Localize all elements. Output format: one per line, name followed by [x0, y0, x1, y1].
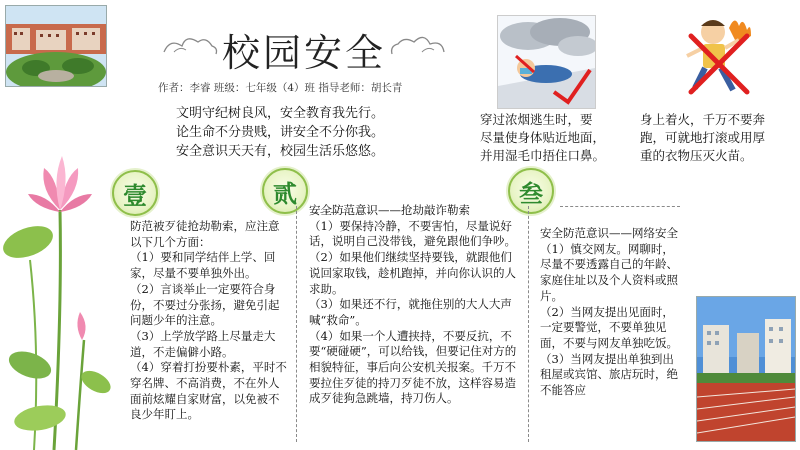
- list-item: （1）要和同学结伴上学、回家，尽量不要单独外出。: [130, 250, 276, 281]
- byline: 作者：李睿 班级：七年级（4）班 指导老师：胡长青: [158, 82, 403, 94]
- list-item: （2）如果他们继续坚持要钱，就跟他们说回家取钱，趁机跑掉，并向你认识的人求助。: [309, 250, 516, 296]
- cloud-ornament-right: [388, 30, 448, 60]
- list-item: （4）穿着打扮要朴素，平时不穿名牌、不高消费，不在外人面前炫耀自家财富，以免被不良少年盯上。: [130, 360, 287, 422]
- poem-line: 文明守纪树良风，安全教育我先行。: [176, 106, 385, 121]
- tip-line: 尽量使身体贴近地面，: [480, 130, 606, 145]
- list-item: （3）上学放学路上尽量走大道，不走偏僻小路。: [130, 328, 276, 359]
- column-divider: [528, 206, 529, 442]
- section-badge-two: 贰: [262, 168, 308, 214]
- page-title: 校园安全: [222, 31, 387, 75]
- tip-line: 穿过浓烟逃生时，要: [480, 112, 593, 127]
- campus-photo: [5, 5, 107, 87]
- list-item: （2）当网友提出见面时，一定要警觉，不要单独见面，不要与网友单独吃饭。: [540, 304, 678, 350]
- section-badge-three: 叁: [508, 168, 554, 214]
- section-three-content: [540, 226, 678, 399]
- section-one-content: [130, 219, 290, 423]
- list-item: （4）如果一个人遭挟持，不要反抗，不要“硬碰硬”，可以给钱，但要记住对方的相貌特征，事后向公安机关报案。千万不要拉住歹徒的持刀歹徒不放，这样容易造成歹徒狗急跳墙，持刀伤人。: [309, 328, 517, 406]
- tip-line: 重的衣物压灭火苗。: [640, 148, 753, 163]
- header-divider: [560, 206, 680, 207]
- smoke-escape-illustration: [497, 15, 596, 109]
- section-two-content: [309, 203, 523, 407]
- list-item: （1）慎交网友。网聊时，尽量不要透露自己的年龄、家庭住址以及个人资料或照片。: [540, 241, 678, 303]
- sports-track-photo: [696, 296, 796, 442]
- tip-line: 跑，可就地打滚或用厚: [640, 130, 766, 145]
- list-item: （3）当网友提出单独到出租屋或宾馆、旅店玩时，绝不能答应: [540, 351, 678, 398]
- tip-line: 并用湿毛巾捂住口鼻。: [480, 148, 606, 163]
- section-heading: 安全防范意识——抢劫敲诈勒索: [309, 203, 470, 217]
- fire-running-illustration: [677, 10, 759, 106]
- section-intro: 防范被歹徒抢劫勒索，应注意以下几个方面：: [130, 219, 280, 249]
- section-heading: 安全防范意识——网络安全: [540, 226, 678, 240]
- poem-line: 安全意识天天有，校园生活乐悠悠。: [176, 144, 385, 159]
- list-item: （2）言谈举止一定要符合身份，不要过分张扬，避免引起问题少年的注意。: [130, 281, 280, 328]
- smoke-escape-tip: [480, 111, 605, 165]
- section-badge-one: 壹: [112, 170, 158, 216]
- fire-tip: [640, 111, 765, 165]
- column-divider: [296, 206, 297, 442]
- slogan-poem: [176, 104, 384, 161]
- lotus-decoration: [0, 150, 120, 450]
- tip-line: 身上着火，千万不要奔: [640, 112, 766, 127]
- list-item: （3）如果还不行，就拖住别的大人大声喊“救命”。: [309, 297, 512, 327]
- poem-line: 论生命不分贵贱，讲安全不分你我。: [176, 125, 385, 140]
- cloud-ornament-left: [160, 30, 220, 60]
- list-item: （1）要保持冷静，不要害怕，尽量说好话，说明自己没带钱，避免跟他们争吵。: [309, 218, 516, 249]
